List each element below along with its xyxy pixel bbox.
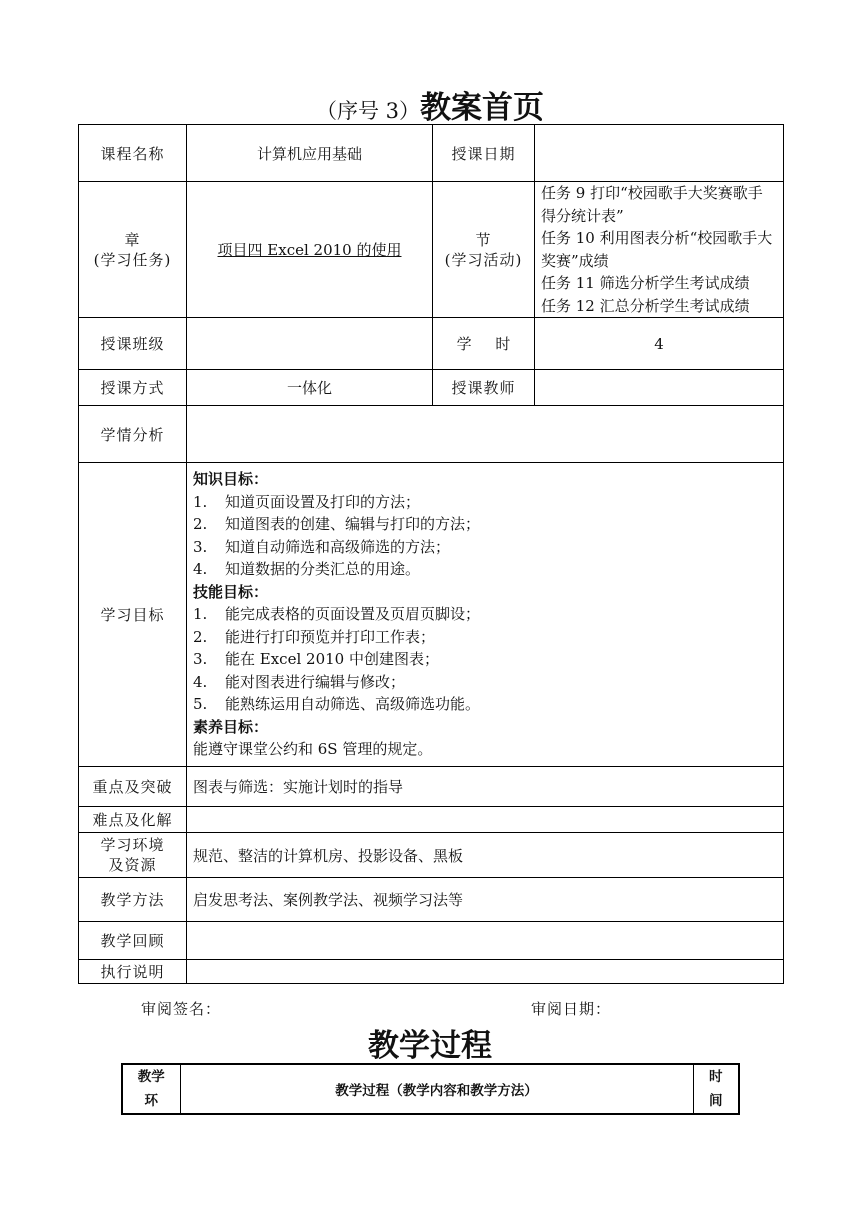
method-value: 启发思考法、案例教学法、视频学习法等 xyxy=(187,878,784,922)
class-label: 授课班级 xyxy=(79,318,187,370)
environment-value: 规范、整洁的计算机房、投影设备、黑板 xyxy=(187,833,784,878)
mode-label: 授课方式 xyxy=(79,370,187,406)
chapter-project-text: 项目四 Excel 2010 的使用 xyxy=(217,241,402,259)
item-number: 5. xyxy=(193,695,208,714)
execution-label: 执行说明 xyxy=(79,960,187,984)
list-item xyxy=(193,693,777,716)
item-number: 2. xyxy=(193,627,208,646)
section-tasks xyxy=(535,182,784,318)
review-signature-label: 审阅签名： xyxy=(141,1000,222,1018)
section-label xyxy=(433,182,535,318)
table-row xyxy=(79,922,784,960)
item-text: 知道数据的分类汇总的用途。 xyxy=(225,560,421,579)
process-col-stage-line1: 教学 xyxy=(137,1069,165,1085)
table-row xyxy=(79,960,784,984)
item-number: 4. xyxy=(193,560,208,579)
item-text: 知道自动筛选和高级筛选的方法； xyxy=(225,537,451,556)
item-text: 能进行打印预览并打印工作表； xyxy=(225,627,436,646)
chapter-label-line2: (学习任务) xyxy=(93,250,172,269)
list-item xyxy=(193,671,777,694)
lesson-plan-table xyxy=(78,124,784,984)
list-item xyxy=(193,491,777,514)
item-number: 1. xyxy=(193,492,208,511)
table-row xyxy=(79,406,784,463)
document-title: 教案首页 xyxy=(420,90,545,126)
environment-label xyxy=(79,833,187,878)
task-item: 任务 12 汇总分析学生考试成绩 xyxy=(541,296,750,315)
environment-label-line2: 及资源 xyxy=(108,856,157,874)
goals-content xyxy=(187,463,784,767)
process-table xyxy=(121,1063,740,1115)
skill-goals-heading: 技能目标： xyxy=(193,582,269,601)
review-date-label: 审阅日期： xyxy=(531,1000,612,1018)
class-value xyxy=(187,318,433,370)
item-number: 3. xyxy=(193,650,208,669)
hours-label: 学 时 xyxy=(433,318,535,370)
review-label: 教学回顾 xyxy=(79,922,187,960)
item-text: 能熟练运用自动筛选、高级筛选功能。 xyxy=(225,695,481,714)
list-item xyxy=(193,513,777,536)
table-row xyxy=(122,1064,739,1114)
chapter-label-line1: 章 xyxy=(124,230,141,249)
list-item xyxy=(193,603,777,626)
process-col-stage-line2: 环 xyxy=(144,1093,158,1109)
table-row xyxy=(79,878,784,922)
task-item: 任务 10 利用图表分析“校园歌手大奖赛”成绩 xyxy=(541,229,773,270)
list-item xyxy=(193,558,777,581)
table-row xyxy=(79,833,784,878)
key-points-label: 重点及突破 xyxy=(79,767,187,807)
chapter-label xyxy=(79,182,187,318)
execution-value xyxy=(187,960,784,984)
process-col-time xyxy=(693,1064,739,1114)
process-col-time-line2: 间 xyxy=(709,1093,723,1109)
quality-goals-heading: 素养目标： xyxy=(193,717,269,736)
table-row xyxy=(79,370,784,406)
course-value: 计算机应用基础 xyxy=(187,125,433,182)
item-text: 知道图表的创建、编辑与打印的方法； xyxy=(225,515,481,534)
review-value xyxy=(187,922,784,960)
environment-label-line1: 学习环境 xyxy=(100,836,165,854)
difficulties-value xyxy=(187,807,784,833)
list-item xyxy=(193,648,777,671)
chapter-value xyxy=(187,182,433,318)
course-label: 课程名称 xyxy=(79,125,187,182)
goals-label: 学习目标 xyxy=(79,463,187,767)
item-text: 能在 Excel 2010 中创建图表； xyxy=(225,650,439,669)
quality-goals-text: 能遵守课堂公约和 6S 管理的规定。 xyxy=(193,740,433,759)
teacher-value xyxy=(535,370,784,406)
item-text: 能对图表进行编辑与修改； xyxy=(225,672,406,691)
page-title xyxy=(0,82,860,127)
item-number: 1. xyxy=(193,605,208,624)
teacher-label: 授课教师 xyxy=(433,370,535,406)
section-label-line1: 节 xyxy=(475,230,492,249)
key-points-value: 图表与筛选：实施计划时的指导 xyxy=(187,767,784,807)
section-label-line2: (学习活动) xyxy=(444,250,523,269)
item-text: 知道页面设置及打印的方法； xyxy=(225,492,421,511)
item-number: 3. xyxy=(193,537,208,556)
table-row xyxy=(79,463,784,767)
task-item: 任务 9 打印“校园歌手大奖赛歌手得分统计表” xyxy=(541,184,763,225)
item-text: 能完成表格的页面设置及页眉页脚设； xyxy=(225,605,481,624)
mode-value: 一体化 xyxy=(187,370,433,406)
difficulties-label: 难点及化解 xyxy=(79,807,187,833)
table-row xyxy=(79,125,784,182)
item-number: 2. xyxy=(193,515,208,534)
date-value xyxy=(535,125,784,182)
list-item xyxy=(193,536,777,559)
hours-value: 4 xyxy=(535,318,784,370)
method-label: 教学方法 xyxy=(79,878,187,922)
process-col-time-line1: 时 xyxy=(709,1069,723,1085)
date-label: 授课日期 xyxy=(433,125,535,182)
task-item: 任务 11 筛选分析学生考试成绩 xyxy=(541,274,750,292)
process-col-content: 教学过程（教学内容和教学方法） xyxy=(180,1064,693,1114)
analysis-label: 学情分析 xyxy=(79,406,187,463)
table-row xyxy=(79,807,784,833)
table-row xyxy=(79,182,784,318)
list-item xyxy=(193,626,777,649)
process-col-stage xyxy=(122,1064,180,1114)
table-row xyxy=(79,318,784,370)
serial-number: （序号 3） xyxy=(315,99,421,123)
item-number: 4. xyxy=(193,672,208,691)
table-row xyxy=(79,767,784,807)
analysis-value xyxy=(187,406,784,463)
process-title: 教学过程 xyxy=(368,1028,492,1064)
knowledge-goals-heading: 知识目标： xyxy=(193,470,269,489)
